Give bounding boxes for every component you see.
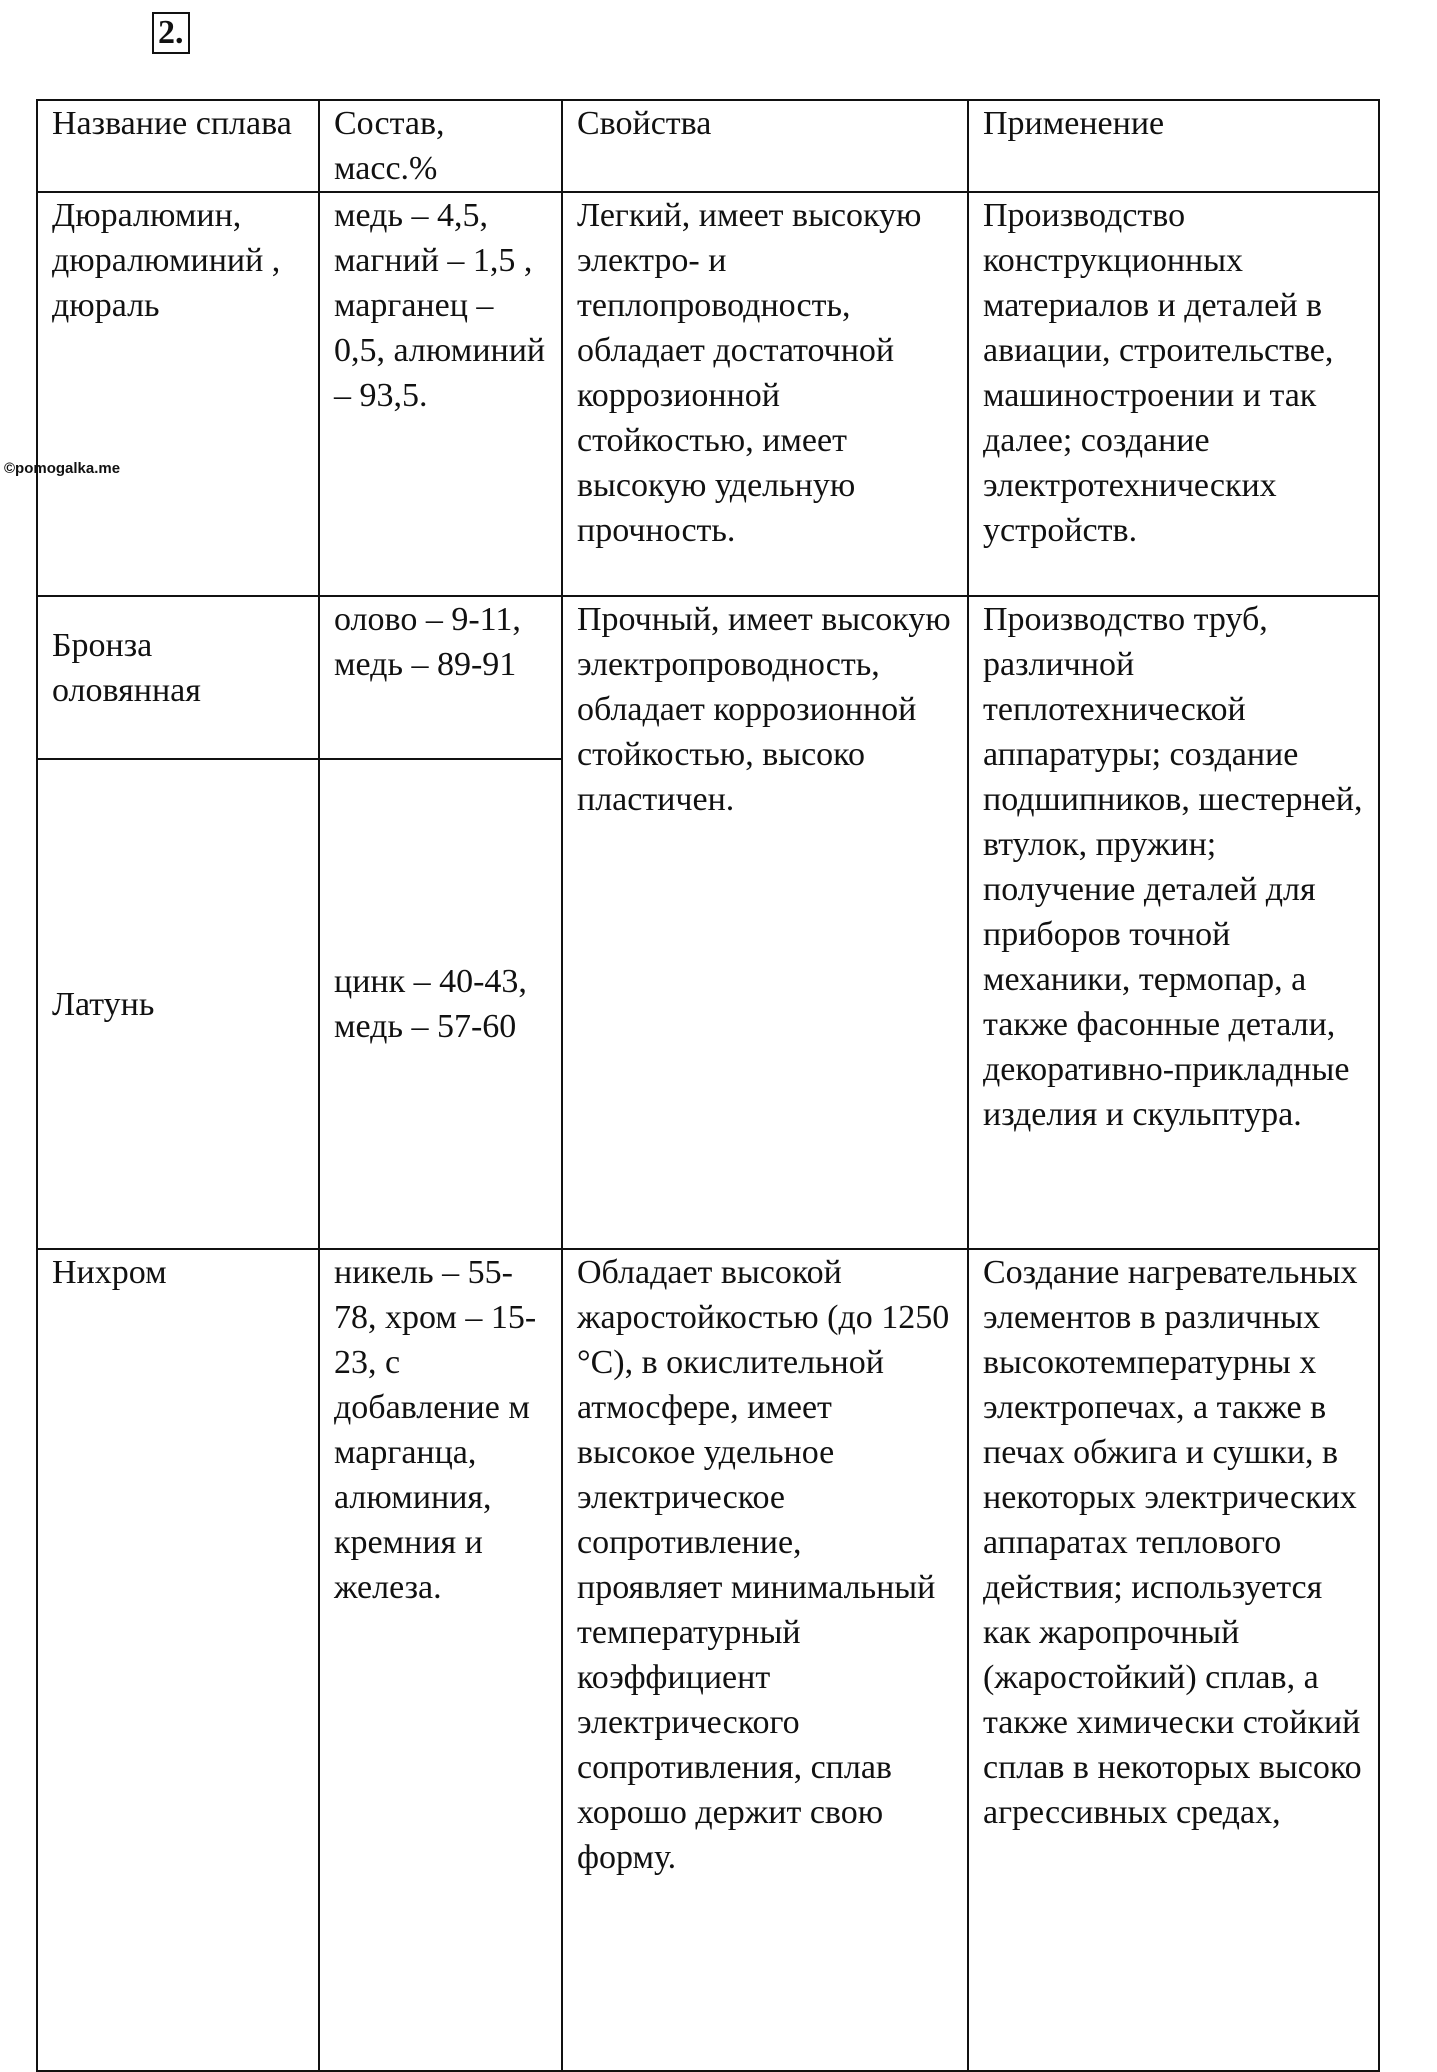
header-cell-application: Применение bbox=[968, 100, 1379, 192]
table-row-nichrome bbox=[37, 1249, 1379, 2071]
cell-nichrome-properties: Обладает высокой жаростойкостью (до 1250 °С), в окислительной атмосфере, имеет высокое удельное электрическое сопротивление, проявляет минимальный температурный коэффициент электрического сопротивления, сплав хорошо держит свою форму. bbox=[562, 1249, 968, 2071]
header-cell-composition: Состав, масс.% bbox=[319, 100, 562, 192]
cell-brass-name: Латунь bbox=[37, 759, 319, 1249]
task-number: 2. bbox=[152, 12, 190, 54]
cell-bronze-name: Бронза оловянная bbox=[37, 596, 319, 759]
cell-nichrome-composition: никель – 55-78, хром – 15-23, с добавление м марганца, алюминия, кремния и железа. bbox=[319, 1249, 562, 2071]
cell-duralumin-composition: медь – 4,5, магний – 1,5 , марганец – 0,5, алюминий – 93,5. bbox=[319, 192, 562, 596]
cell-nichrome-application: Создание нагревательных элементов в различных высокотемпературны х электропечах, а также в печах обжига и сушки, в некоторых электрических аппаратах теплового действия; используется как жаропрочный (жаростойкий) сплав, а также химически стойкий сплав в некоторых высоко агрессивных средах, bbox=[968, 1249, 1379, 2071]
alloys-table bbox=[36, 99, 1380, 2072]
cell-bronze-brass-application: Производство труб, различной теплотехнической аппаратуры; создание подшипников, шестерней, втулок, пружин; получение деталей для приборов точной механики, термопар, а также фасонные детали, декоративно-прикладные изделия и скульптура. bbox=[968, 596, 1379, 1249]
table-header-row bbox=[37, 100, 1379, 192]
table-row-bronze bbox=[37, 596, 1379, 759]
cell-duralumin-name: Дюралюмин, дюралюминий , дюраль bbox=[37, 192, 319, 596]
header-cell-name: Название сплава bbox=[37, 100, 319, 192]
watermark: ©pomogalka.me bbox=[4, 460, 121, 477]
cell-duralumin-application: Производство конструкционных материалов и деталей в авиации, строительстве, машиностроении и так далее; создание электротехнических устройств. bbox=[968, 192, 1379, 596]
cell-bronze-composition: олово – 9-11, медь – 89-91 bbox=[319, 596, 562, 759]
cell-duralumin-properties: Легкий, имеет высокую электро- и теплопроводность, обладает достаточной коррозионной стойкостью, имеет высокую удельную прочность. bbox=[562, 192, 968, 596]
cell-bronze-brass-properties: Прочный, имеет высокую электропроводность, обладает коррозионной стойкостью, высоко пластичен. bbox=[562, 596, 968, 1249]
table-row-duralumin bbox=[37, 192, 1379, 596]
cell-nichrome-name: Нихром bbox=[37, 1249, 319, 2071]
cell-brass-composition: цинк – 40-43, медь – 57-60 bbox=[319, 759, 562, 1249]
header-cell-properties: Свойства bbox=[562, 100, 968, 192]
